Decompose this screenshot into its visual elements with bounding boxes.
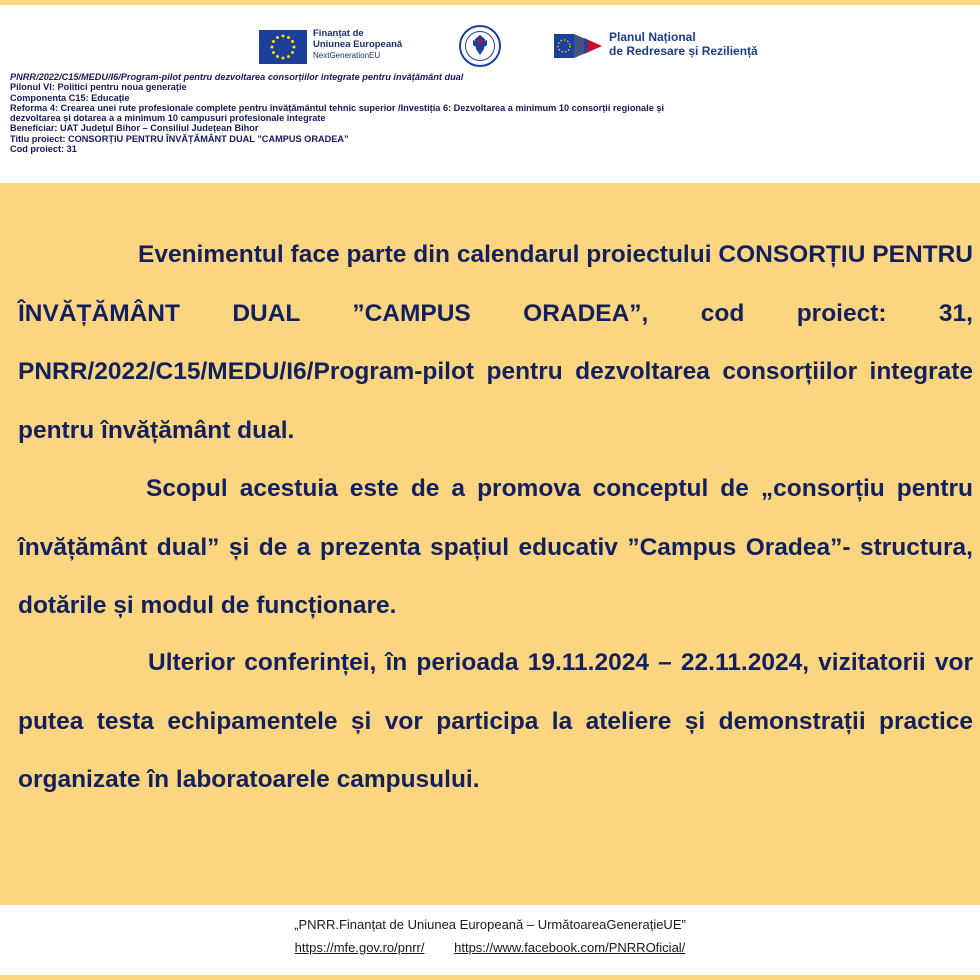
pnrr-logo-icon (554, 31, 602, 61)
eu-logo-line2: Uniunea Europeană (313, 39, 403, 50)
logo-bar (0, 19, 980, 75)
eu-star (271, 46, 274, 49)
pnrr-logo-line2: de Redresare și Reziliență (609, 44, 758, 58)
footer (0, 905, 980, 975)
eu-star (276, 55, 279, 58)
project-info-block (10, 72, 960, 154)
eu-star (287, 55, 290, 58)
eu-star (282, 35, 285, 38)
mfe-pnrr-link[interactable]: https://mfe.gov.ro/pnrr/ (294, 940, 425, 955)
reform-line-continued: dezvoltarea și dotarea a a minimum 10 campusuri profesionale integrate (10, 113, 326, 124)
project-code-line: PNRR/2022/C15/MEDU/I6/Program-pilot pentru dezvoltarea consorțiilor integrate pentru învățământ dual (10, 72, 464, 82)
footer-tagline: „PNRR.Finanțat de Uniunea Europeană – UrmătoareaGenerațieUE” (294, 917, 686, 932)
bottom-color-band (0, 975, 980, 980)
announcement-body (0, 183, 980, 905)
eu-star (282, 57, 285, 60)
facebook-pnrr-link[interactable]: https://www.facebook.com/PNRROficial/ (454, 940, 686, 955)
eu-star (291, 40, 294, 43)
project-title-line: Titlu proiect: CONSORȚIU PENTRU ÎNVĂȚĂMÂNT DUAL ”CAMPUS ORADEA” (10, 133, 349, 144)
eu-funding-logo-text (313, 28, 402, 61)
event-schedule-paragraph: Ulterior conferinței, în perioada 19.11.2024 – 22.11.2024, vizitatorii vor putea testa echipamentele și vor participa la ateliere și demonstrații practice organizate în laboratoarele campusului. (18, 649, 973, 793)
eu-star (291, 51, 294, 54)
romanian-government-seal-icon (459, 25, 501, 67)
eu-star (293, 46, 296, 49)
beneficiary-line: Beneficiar: UAT Județul Bihor – Consiliul Județean Bihor (10, 123, 259, 134)
eu-flag-icon (259, 30, 307, 64)
event-purpose-paragraph: Scopul acestuia este de a promova conceptul de „consorțiu pentru învățământ dual” și de a prezenta spațiul educativ ”Campus Oradea”- structura, dotările și modul de funcționare. (18, 475, 973, 619)
pillar-line: Pilonul VI: Politici pentru noua generație (10, 82, 187, 93)
eu-star (272, 51, 275, 54)
component-line: Componenta C15: Educație (10, 92, 130, 103)
pnrr-logo-text (609, 30, 758, 58)
eu-star (272, 40, 275, 43)
eu-star (276, 36, 279, 39)
eu-logo-line1: Finanțat de (313, 28, 364, 39)
project-id-line: Cod proiect: 31 (10, 144, 77, 155)
reform-line: Reforma 4: Crearea unei rute profesionale complete pentru învățământul tehnic superior /Investiția 6: Dezvoltarea a minimum 10 consorții regionale și (10, 102, 665, 113)
pnrr-logo-line1: Planul Național (609, 30, 696, 44)
event-context-paragraph: Evenimentul face parte din calendarul proiectului CONSORȚIU PENTRU ÎNVĂȚĂMÂNT DUAL ”CAMPUS ORADEA”, cod proiect: 31, PNRR/2022/C15/MEDU/I6/Program-pilot pentru dezvoltarea consorțiilor integrate pentru învățământ dual. (18, 241, 973, 444)
eu-star (287, 36, 290, 39)
footer-links (0, 940, 980, 955)
header (0, 5, 980, 183)
eu-logo-line3: NextGenerationEU (313, 51, 381, 60)
